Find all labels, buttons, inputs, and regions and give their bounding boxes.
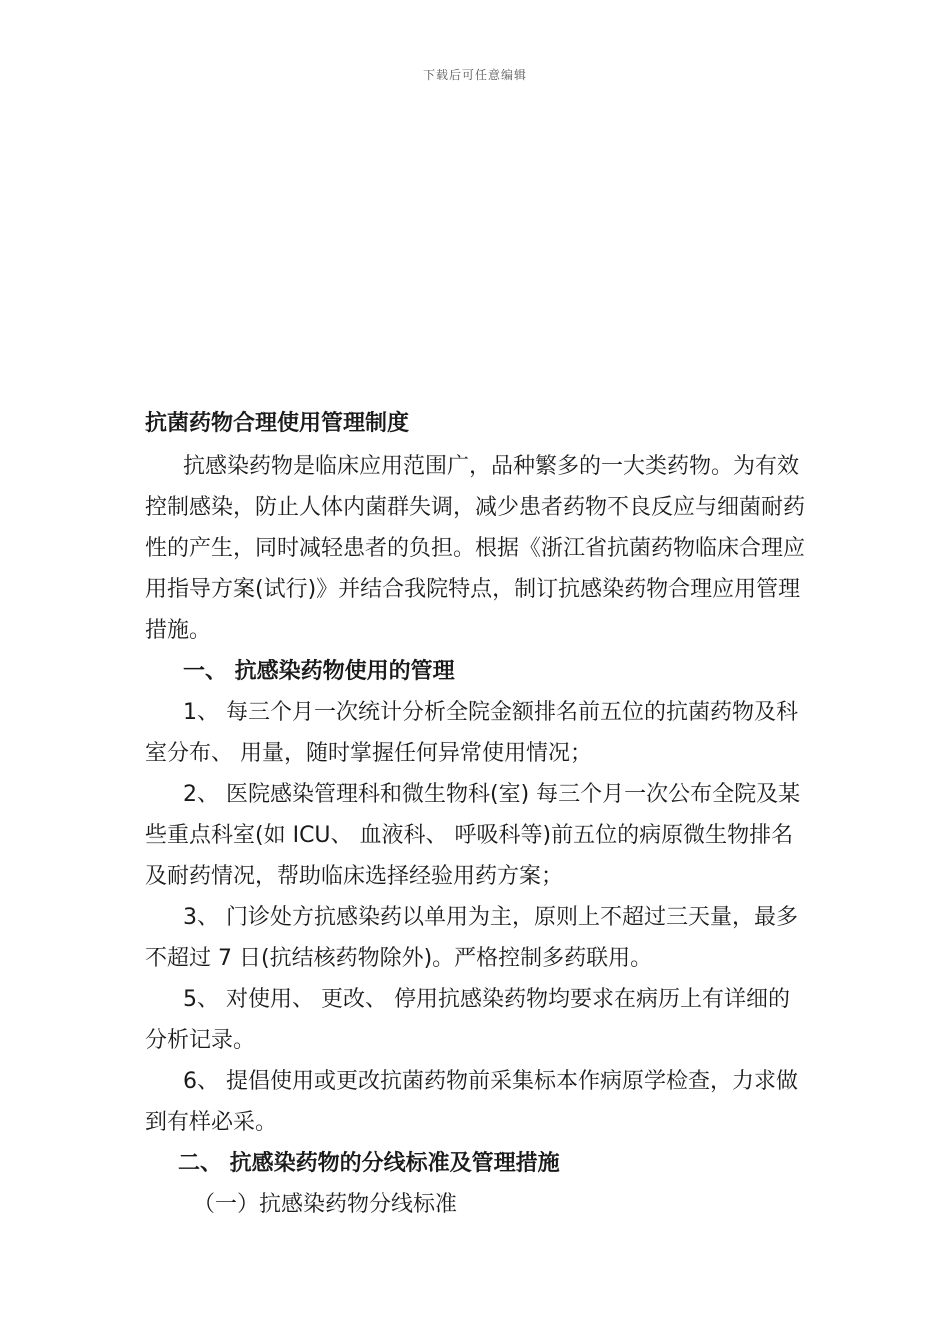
- intro-paragraph: 抗感染药物是临床应用范围广，品种繁多的一大类药物。为有效控制感染，防止人体内菌群失调，减少患者药物不良反应与细菌耐药性的产生，同时减轻患者的负担。根据《浙江省抗菌药物临床合理应用指导方案(试行)》并结合我院特点，制订抗感染药物合理应用管理措施。: [145, 454, 806, 643]
- document-body: [145, 408, 805, 1225]
- section-2-subheading: （一）抗感染药物分线标准: [193, 1192, 458, 1217]
- section-1-item-5: 5、 对使用、 更改、 停用抗感染药物均要求在病历上有详细的分析记录。: [145, 987, 790, 1053]
- section-2-heading: 二、 抗感染药物的分线标准及管理措施: [178, 1151, 560, 1176]
- section-1-heading: 一、 抗感染药物使用的管理: [183, 659, 455, 684]
- document-title: 抗菌药物合理使用管理制度: [145, 411, 410, 436]
- page-header-note: 下载后可任意编辑: [422, 68, 527, 82]
- section-1-item-1: 1、 每三个月一次统计分析全院金额排名前五位的抗菌药物及科室分布、 用量，随时掌握任何异常使用情况；: [145, 700, 798, 766]
- section-1-item-3: 3、 门诊处方抗感染药以单用为主，原则上不超过三天量，最多不超过 7 日(抗结核药物除外)。严格控制多药联用。: [145, 905, 798, 971]
- section-1-item-2: 2、 医院感染管理科和微生物科(室) 每三个月一次公布全院及某些重点科室(如 ICU、 血液科、 呼吸科等)前五位的病原微生物排名及耐药情况，帮助临床选择经验用药方案；: [145, 782, 801, 889]
- section-1-item-6: 6、 提倡使用或更改抗菌药物前采集标本作病原学检查，力求做到有样必采。: [145, 1069, 798, 1135]
